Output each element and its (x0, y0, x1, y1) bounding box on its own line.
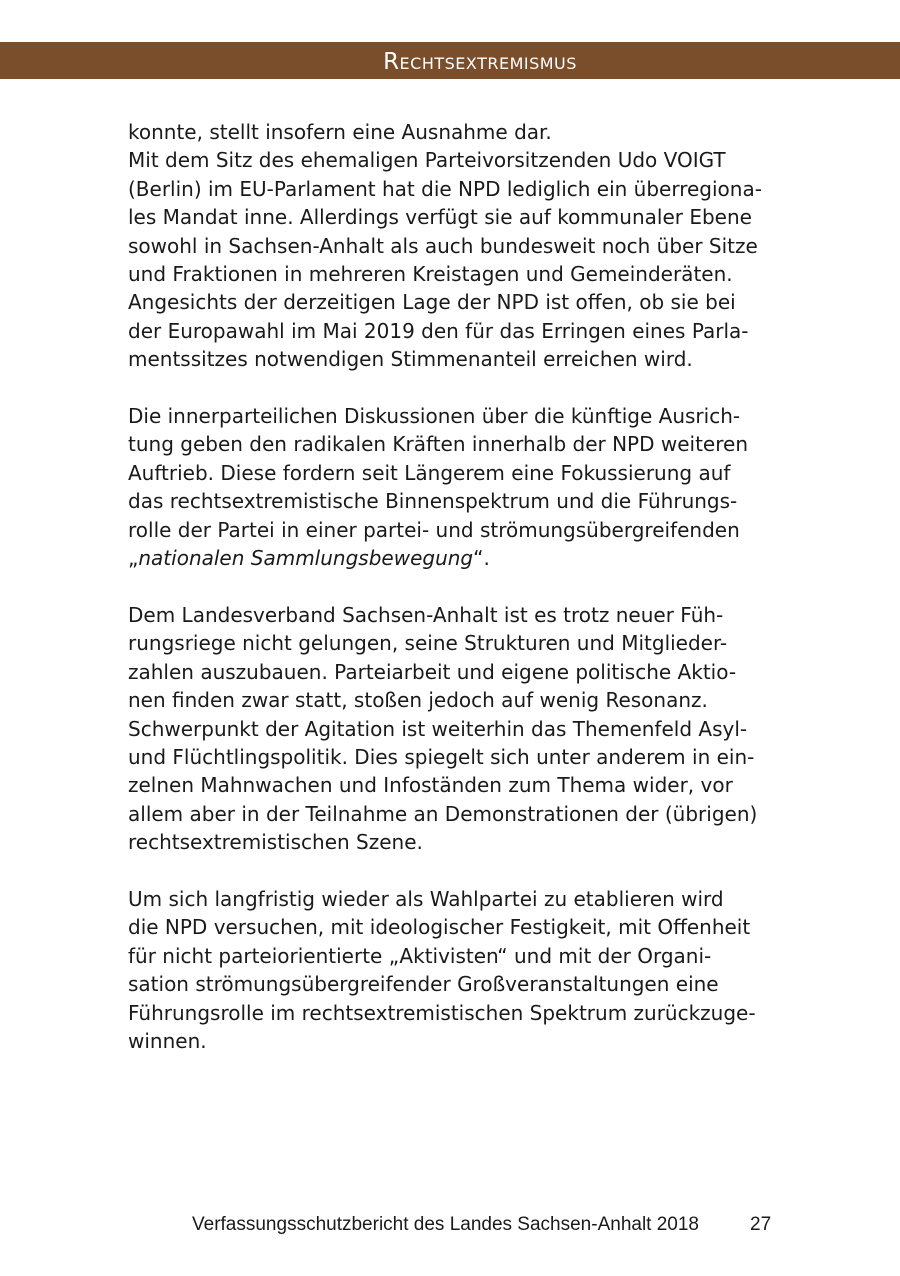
close-quote: “. (473, 546, 490, 571)
text-line: rungsriege nicht gelungen, seine Strukturen und Mitglieder- (128, 631, 728, 656)
text-line: (Berlin) im EU-Parlament hat die NPD lediglich ein überregiona- (128, 176, 762, 201)
text-line: Mit dem Sitz des ehemaligen Parteivorsitzenden Udo VOIGT (128, 148, 726, 173)
text-line: Um sich langfristig wieder als Wahlpartei zu etablieren wird (128, 886, 724, 911)
open-quote: „ (128, 546, 139, 571)
paragraph-3 (128, 601, 778, 857)
page-section-title: Rechtsextremismus (383, 49, 577, 75)
text-line: konnte, stellt insofern eine Ausnahme dar. (128, 120, 552, 144)
text-line: zahlen auszubauen. Parteiarbeit und eigene politische Aktio- (128, 659, 737, 684)
text-line: und Fraktionen in mehreren Kreistagen und Gemeinderäten. (128, 262, 733, 287)
footer-publication-title: Verfassungsschutzbericht des Landes Sachsen-Anhalt 2018 (192, 1214, 699, 1235)
text-line: und Flüchtlingspolitik. Dies spiegelt sich unter anderem in ein- (128, 744, 755, 769)
text-line: Dem Landesverband Sachsen-Anhalt ist es trotz neuer Füh- (128, 602, 724, 627)
text-line: Schwerpunkt der Agitation ist weiterhin das Themenfeld Asyl- (128, 716, 748, 741)
paragraph-2 (128, 402, 778, 572)
text-line: mentssitzes notwendigen Stimmenanteil erreichen wird. (128, 347, 693, 372)
text-line: sation strömungsübergreifender Großveranstaltungen eine (128, 972, 719, 997)
page-number: 27 (750, 1214, 772, 1235)
text-line: Angesichts der derzeitigen Lage der NPD ist offen, ob sie bei (128, 290, 736, 315)
text-line: Führungsrolle im rechtsextremistischen Spektrum zurückzuge- (128, 1000, 756, 1025)
text-line: die NPD versuchen, mit ideologischer Festigkeit, mit Offenheit (128, 915, 751, 940)
text-line: tung geben den radikalen Kräften innerhalb der NPD weiteren (128, 432, 748, 457)
paragraph-4 (128, 885, 778, 1055)
text-line: les Mandat inne. Allerdings verfügt sie auf kommunaler Ebene (128, 205, 752, 230)
text-line: Die innerparteilichen Diskussionen über die künftige Ausrich- (128, 404, 741, 429)
text-line: der Europawahl im Mai 2019 den für das Erringen eines Parla- (128, 318, 749, 343)
text-line: Auftrieb. Diese fordern seit Längerem eine Fokussierung auf (128, 460, 731, 485)
text-line: das rechtsextremistische Binnenspektrum und die Führungs- (128, 489, 738, 514)
main-text (128, 118, 778, 1084)
text-line-quote (128, 544, 778, 572)
text-line: sowohl in Sachsen-Anhalt als auch bundesweit noch über Sitze (128, 233, 758, 258)
text-line: für nicht parteiorientierte „Aktivisten“ und mit der Organi- (128, 943, 712, 968)
text-line: allem aber in der Teilnahme an Demonstrationen der (übrigen) (128, 801, 758, 826)
emphasized-term: nationalen Sammlungsbewegung (138, 546, 474, 571)
paragraph-1 (128, 118, 778, 374)
text-line: winnen. (128, 1028, 207, 1053)
text-line: rolle der Partei in einer partei- und strömungsübergreifenden (128, 517, 740, 542)
text-line: rechtsextremistischen Szene. (128, 830, 423, 855)
text-line: zelnen Mahnwachen und Infoständen zum Thema wider, vor (128, 773, 733, 798)
text-line: nen finden zwar statt, stoßen jedoch auf wenig Resonanz. (128, 688, 708, 713)
